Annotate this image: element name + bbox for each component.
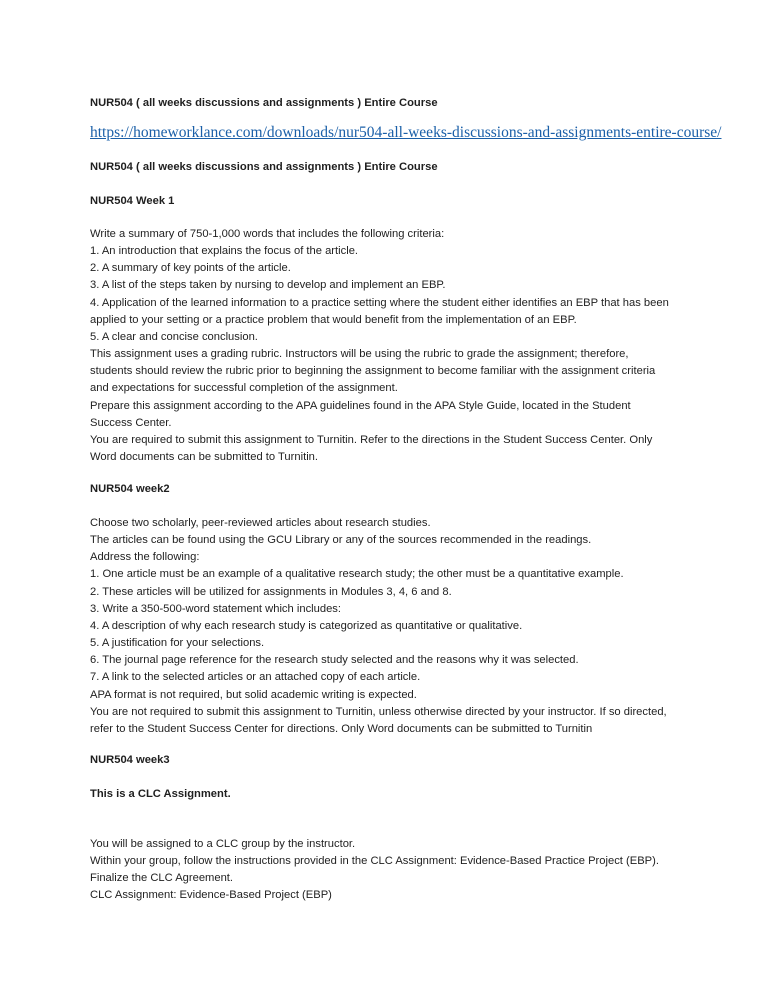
week1-line: applied to your setting or a practice problem that would benefit from the implementation of an EBP. [90, 313, 577, 326]
week1-heading: NUR504 Week 1 [90, 195, 175, 207]
week2-line: refer to the Student Success Center for directions. Only Word documents can be submitted to Turnitin [90, 722, 593, 735]
week1-line: students should review the rubric prior to beginning the assignment to become familiar with the assignment criteria [90, 365, 656, 378]
week2-heading: NUR504 week2 [90, 483, 170, 495]
week1-line: 4. Application of the learned information to a practice setting where the student either identifies an EBP that has been [90, 296, 669, 309]
week2-line: 6. The journal page reference for the research study selected and the reasons why it was selected. [90, 654, 579, 667]
week1-line: 1. An introduction that explains the focus of the article. [90, 245, 359, 258]
week3-line: Within your group, follow the instructions provided in the CLC Assignment: Evidence-Based Practice Project (EBP). [90, 855, 659, 868]
week3-heading: NUR504 week3 [90, 754, 170, 766]
course-download-link[interactable]: https://homeworklance.com/downloads/nur504-all-weeks-discussions-and-assignments-entire-course/ [90, 124, 722, 141]
week2-body [90, 515, 667, 738]
week3-subheading: This is a CLC Assignment. [90, 788, 231, 800]
week1-line: Write a summary of 750-1,000 words that includes the following criteria: [90, 228, 445, 240]
week1-line: This assignment uses a grading rubric. Instructors will be using the rubric to grade the assignment; therefore, [90, 348, 629, 361]
document-title: NUR504 ( all weeks discussions and assignments ) Entire Course [90, 97, 438, 109]
week2-line: Choose two scholarly, peer-reviewed articles about research studies. [90, 517, 431, 529]
week2-line: 5. A justification for your selections. [90, 637, 265, 650]
week1-line: You are required to submit this assignment to Turnitin. Refer to the directions in the Student Success Center. Only [90, 433, 653, 446]
week2-line: Address the following: [90, 551, 200, 564]
week2-line: 2. These articles will be utilized for assignments in Modules 3, 4, 6 and 8. [90, 585, 452, 598]
week3-line: You will be assigned to a CLC group by the instructor. [90, 838, 356, 850]
week2-line: 4. A description of why each research study is categorized as quantitative or qualitative. [90, 619, 523, 632]
week1-line: 5. A clear and concise conclusion. [90, 330, 258, 343]
week1-body [90, 226, 669, 466]
week2-line: You are not required to submit this assignment to Turnitin, unless otherwise directed by your instructor. If so directed, [90, 705, 667, 718]
week2-line: APA format is not required, but solid academic writing is expected. [90, 688, 417, 701]
week1-line: 2. A summary of key points of the article. [90, 262, 291, 275]
week2-line: 1. One article must be an example of a qualitative research study; the other must be a quantitative example. [90, 568, 624, 581]
week1-line: Success Center. [90, 416, 172, 429]
week1-line: Prepare this assignment according to the APA guidelines found in the APA Style Guide, located in the Student [90, 399, 631, 412]
week3-line: Finalize the CLC Agreement. [90, 872, 234, 885]
week2-line: The articles can be found using the GCU Library or any of the sources recommended in the readings. [90, 534, 592, 547]
week3-body [90, 836, 659, 905]
week1-line: Word documents can be submitted to Turnitin. [90, 451, 319, 464]
week3-line: CLC Assignment: Evidence-Based Project (EBP) [90, 889, 332, 902]
week2-line: 3. Write a 350-500-word statement which includes: [90, 602, 342, 615]
week2-line: 7. A link to the selected articles or an attached copy of each article. [90, 671, 421, 684]
week1-line: and expectations for successful completion of the assignment. [90, 382, 398, 395]
week1-line: 3. A list of the steps taken by nursing to develop and implement an EBP. [90, 279, 446, 292]
document-title-repeat: NUR504 ( all weeks discussions and assignments ) Entire Course [90, 161, 438, 173]
